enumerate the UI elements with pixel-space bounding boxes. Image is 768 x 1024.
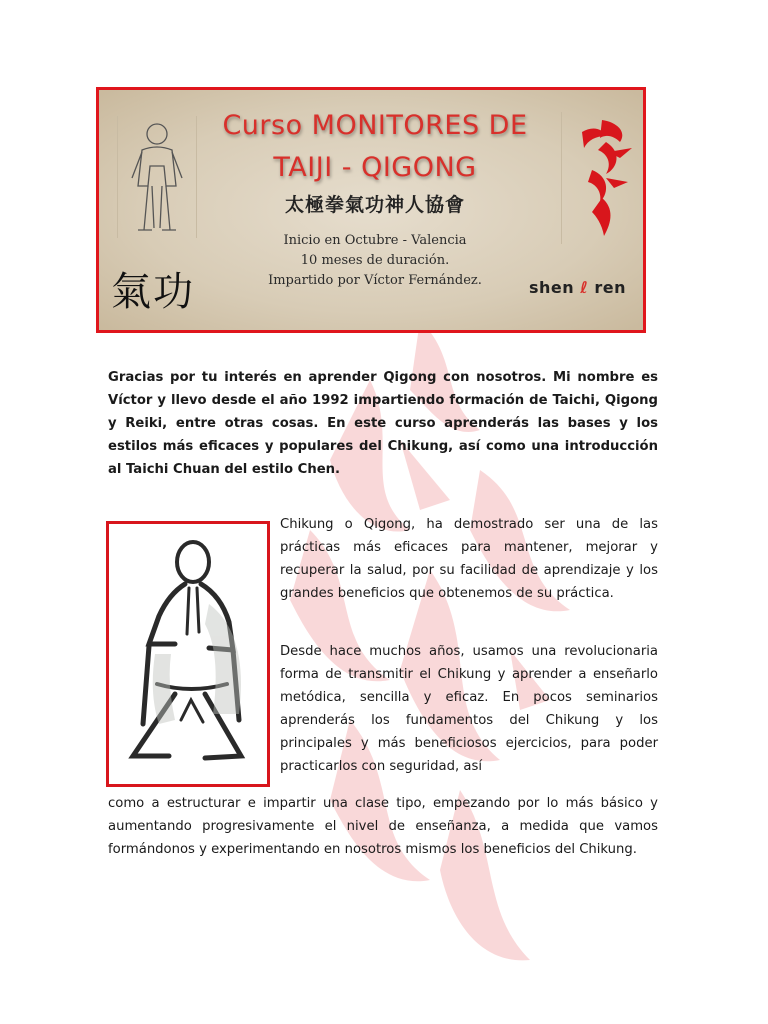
meditation-image-frame <box>106 521 270 787</box>
meditating-figure-ink-icon <box>109 524 267 784</box>
banner-title-line2: TAIJI - QIGONG <box>273 152 477 183</box>
banner-dragon-panel <box>561 112 645 244</box>
banner-info-start: Inicio en Octubre - Valencia <box>283 233 467 248</box>
logo-left-text: shen <box>529 278 575 297</box>
chikung-paragraph: Chikung o Qigong, ha demostrado ser una de las prácticas más eficaces para mantener, mejorar y recuperar la salud, por su facilidad de aprendizaje y los grandes beneficios que obtenemos de su práctica. <box>280 517 658 601</box>
standing-figure-sketch-icon <box>118 116 196 238</box>
qigong-characters: 氣功 <box>111 269 195 315</box>
banner-chinese-subtitle: 太極拳氣功神人協會 <box>284 194 465 216</box>
desde-paragraph-continuation: como a estructurar e impartir una clase tipo, empezando por lo más básico y aumentando progresivamente el nivel de enseñanza, a medida que vamos formándonos y experimentando en nosotros mismos los beneficios del Chikung. <box>108 796 658 857</box>
course-banner <box>96 87 646 333</box>
intro-paragraph: Gracias por tu interés en aprender Qigong con nosotros. Mi nombre es Víctor y llevo desde el año 1992 impartiendo formación de Taichi, Qigong y Reiki, entre otras cosas. En este curso aprenderás las bases y los estilos más eficaces y populares del Chikung, así como una introducción al Taichi Chuan del estilo Chen. <box>108 370 658 477</box>
shen-ren-logo <box>529 278 626 297</box>
red-dragon-icon <box>562 112 644 244</box>
desde-paragraph: Desde hace muchos años, usamos una revolucionaria forma de transmitir el Chikung y aprender a enseñarlo metódica, sencilla y eficaz. En pocos seminarios aprenderás los fundamentos del Chikung y los principales y más beneficiosos ejercicios, para poder practicarlos con seguridad, así <box>280 644 658 774</box>
logo-right-text: ren <box>594 278 626 297</box>
banner-figure-panel <box>117 116 197 238</box>
banner-info-instructor: Impartido por Víctor Fernández. <box>268 273 482 288</box>
logo-dragon-mark: ℓ <box>574 278 595 297</box>
banner-title-line1: Curso MONITORES DE <box>222 110 528 141</box>
banner-info-duration: 10 meses de duración. <box>300 253 450 268</box>
